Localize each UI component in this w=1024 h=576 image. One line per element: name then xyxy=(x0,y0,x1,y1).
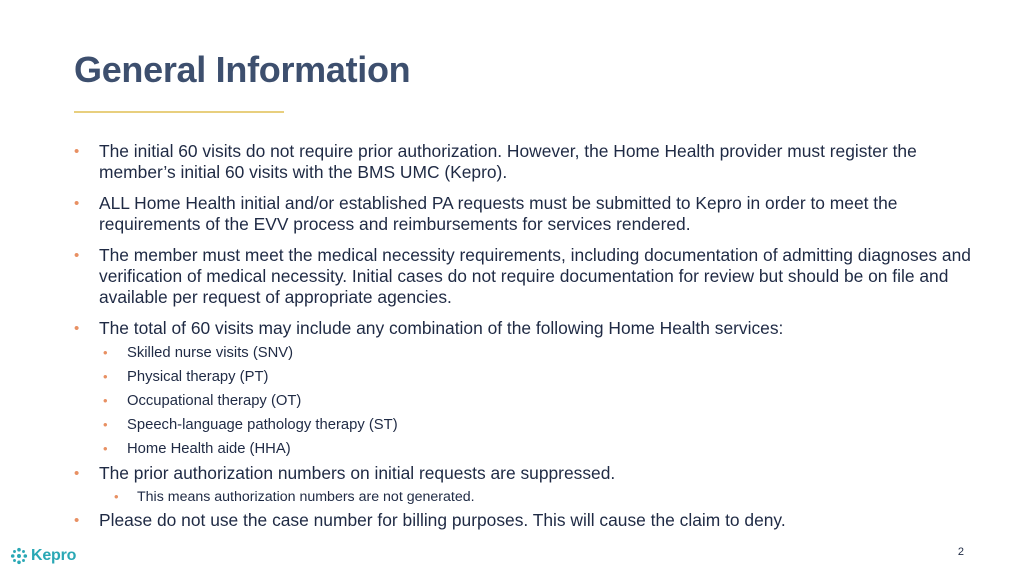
bullet-item: • The prior authorization numbers on initial requests are suppressed. xyxy=(72,463,972,484)
bullet-item: • The member must meet the medical necessity requirements, including documentation of admitting diagnoses and verification of medical necessity. Initial cases do not require documentation for review but should be on file and available per request of appropriate agencies. xyxy=(72,245,972,308)
sub-bullet-item: • This means authorization numbers are not generated. xyxy=(72,486,972,508)
bullet-item: • The total of 60 visits may include any combination of the following Home Health services: xyxy=(72,318,972,339)
bullet-item: • The initial 60 visits do not require prior authorization. However, the Home Health provider must register the member’s initial 60 visits with the BMS UMC (Kepro). xyxy=(72,141,972,183)
bullet-list xyxy=(72,141,972,535)
services-sublist xyxy=(72,341,972,461)
sub-bullet-item: • Physical therapy (PT) xyxy=(72,365,972,389)
sub-bullet-item: • Occupational therapy (OT) xyxy=(72,389,972,413)
kepro-logo-mark-icon xyxy=(10,547,28,565)
title-underline xyxy=(74,111,284,113)
bullet-item: • Please do not use the case number for billing purposes. This will cause the claim to deny. xyxy=(72,510,972,531)
sub-bullet-item: • Skilled nurse visits (SNV) xyxy=(72,341,972,365)
services-sublist-container xyxy=(72,341,972,461)
sub-bullet-item: • Speech-language pathology therapy (ST) xyxy=(72,413,972,437)
kepro-logo xyxy=(10,545,76,567)
slide-title: General Information xyxy=(74,49,411,90)
logo-text: Kepro xyxy=(31,547,77,564)
suppressed-sublist-container xyxy=(72,486,972,508)
page-number: 2 xyxy=(957,546,964,558)
sub-bullet-item: • Home Health aide (HHA) xyxy=(72,437,972,461)
suppressed-sublist xyxy=(72,486,972,508)
bullet-item: • ALL Home Health initial and/or established PA requests must be submitted to Kepro in order to meet the requirements of the EVV process and reimbursements for services rendered. xyxy=(72,193,972,235)
